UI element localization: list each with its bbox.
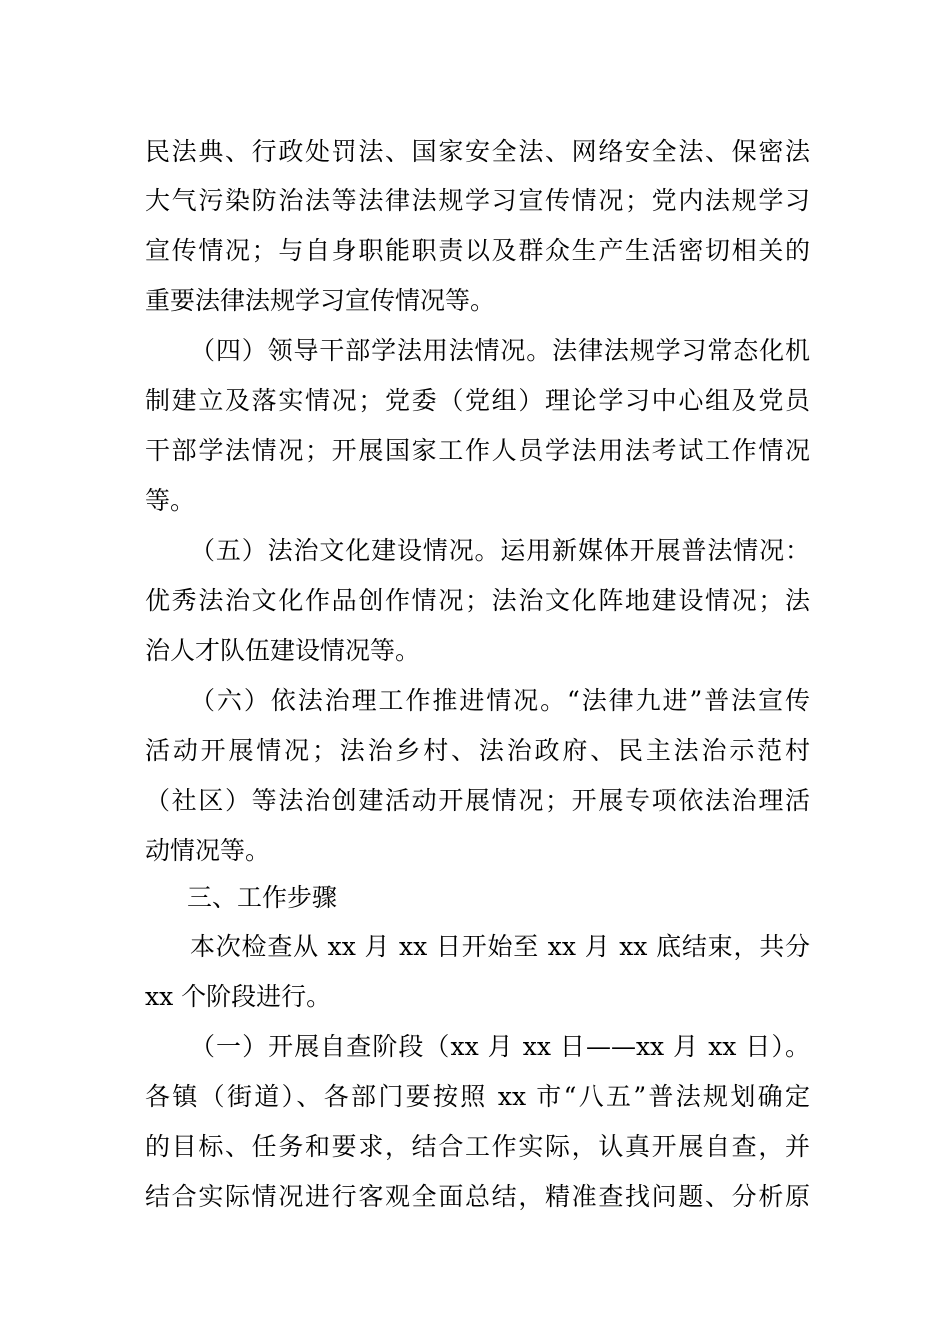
text-line: xx 个阶段进行。 — [145, 982, 332, 1011]
text-line: 结合实际情况进行客观全面总结，精准查找问题、分析原 — [145, 1182, 810, 1211]
paragraph-heading-4: （四）领导干部学法用法情况。法律法规学习常态化机 — [190, 336, 810, 365]
text-line: 各镇（街道）、各部门要按照 xx 市“八五”普法规划确定 — [145, 1082, 810, 1111]
text-line: 制建立及落实情况；党委（党组）理论学习中心组及党员 — [145, 386, 810, 415]
text-line: 优秀法治文化作品创作情况；法治文化阵地建设情况；法 — [145, 586, 810, 615]
text-line: 本次检查从 xx 月 xx 日开始至 xx 月 xx 底结束，共分 — [190, 932, 810, 961]
text-line: 等。 — [145, 486, 196, 515]
text-line: 大气污染防治法等法律法规学习宣传情况；党内法规学习 — [145, 186, 810, 215]
text-line: 重要法律法规学习宣传情况等。 — [145, 286, 496, 315]
text-line: （社区）等法治创建活动开展情况；开展专项依法治理活 — [145, 786, 810, 815]
paragraph-heading-1: （一）开展自查阶段（xx 月 xx 日——xx 月 xx 日）。 — [190, 1032, 810, 1061]
paragraph-heading-6: （六）依法治理工作推进情况。“法律九进”普法宣传 — [190, 686, 810, 715]
text-line: 治人才队伍建设情况等。 — [145, 636, 421, 665]
section-heading: 三、工作步骤 — [187, 883, 338, 912]
text-line: 干部学法情况；开展国家工作人员学法用法考试工作情况 — [145, 436, 810, 465]
text-line: 宣传情况；与自身职能职责以及群众生产生活密切相关的 — [145, 236, 810, 265]
text-line: 动情况等。 — [145, 836, 271, 865]
text-line: 民法典、行政处罚法、国家安全法、网络安全法、保密法 — [145, 137, 810, 166]
text-line: 活动开展情况；法治乡村、法治政府、民主法治示范村 — [145, 736, 810, 765]
paragraph-heading-5: （五）法治文化建设情况。运用新媒体开展普法情况： — [190, 536, 810, 565]
text-line: 的目标、任务和要求，结合工作实际，认真开展自查，并 — [145, 1132, 810, 1161]
